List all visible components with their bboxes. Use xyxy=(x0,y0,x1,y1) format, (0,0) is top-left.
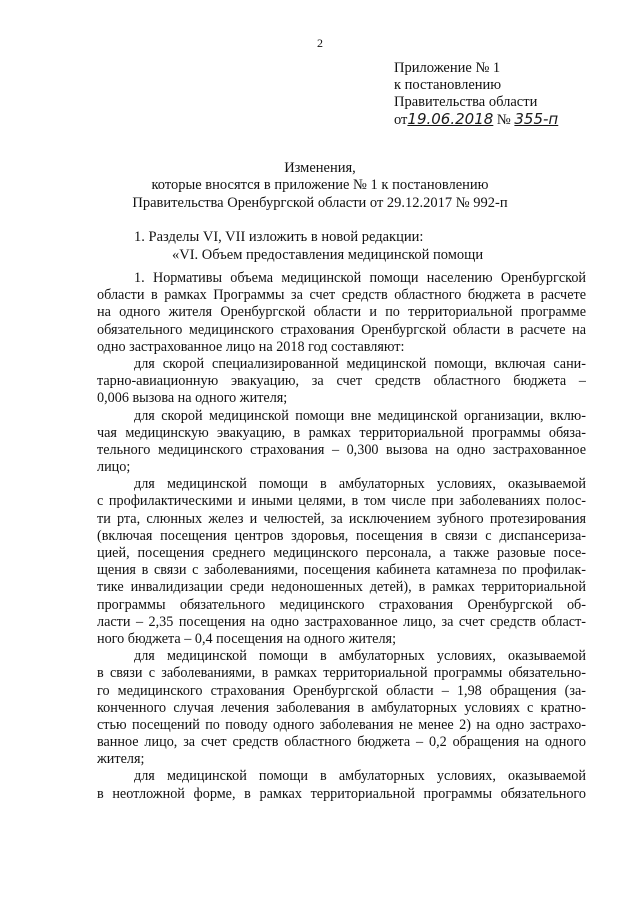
body-line: одно застрахованное лицо на 2018 год составляют: xyxy=(97,338,405,355)
body-line: для медицинской помощи в амбулаторных условиях, оказываемой xyxy=(134,768,586,785)
section-title: «VI. Объем предоставления медицинской помощи xyxy=(172,247,484,263)
body-line: для медицинской помощи в амбулаторных условиях, оказываемой xyxy=(134,648,586,665)
appendix-line-2: к постановлению xyxy=(394,77,502,93)
body-line: в связи с заболеваниями, в рамках территориальной программы обязательно- xyxy=(97,665,586,682)
body-line: 1. Нормативы объема медицинской помощи населению Оренбургской xyxy=(134,270,586,286)
body-line: на одного жителя Оренбургской области и по территориальной программе xyxy=(97,304,586,321)
body-line: лицо; xyxy=(97,459,131,476)
heading-line-2: которые вносятся в приложение № 1 к постановлению xyxy=(151,177,489,194)
body-line: конченного случая лечения заболевания в амбулаторных условиях с кратно- xyxy=(97,699,586,716)
number-prefix: № xyxy=(496,112,511,128)
body-line: го медицинского страхования Оренбургской области – 1,98 обращения (за- xyxy=(97,682,586,699)
document-heading xyxy=(0,160,640,212)
appendix-line-3: Правительства области xyxy=(394,94,538,110)
appendix-date-line xyxy=(394,111,558,129)
body-line: тельного медицинского страхования – 0,300 вызова на одно застрахованное xyxy=(97,441,586,458)
appendix-block xyxy=(394,60,558,129)
body-line: для медицинской помощи в амбулаторных условиях, оказываемой xyxy=(134,476,586,493)
body-line: (включая посещения центров здоровья, посещения в связи с диспансериза- xyxy=(97,527,586,544)
body-line: тарно-авиационную эвакуацию, за счет средств областного бюджета – xyxy=(97,373,586,390)
handwritten-date: 19.06.2018 xyxy=(407,110,494,128)
body-line: стью посещений по поводу одного заболевания не менее 2) на одно застрахо- xyxy=(97,716,586,733)
body-line: для скорой медицинской помощи вне медицинской организации, вклю- xyxy=(134,407,586,424)
body-line: области в рамках Программы за счет средств областного бюджета в расчете xyxy=(97,287,586,304)
heading-line-3: Правительства Оренбургской области от 29.12.2017 № 992-п xyxy=(132,194,508,211)
body-line: программы обязательного медицинского страхования Оренбургской об- xyxy=(97,596,586,613)
body-line: ласти – 2,35 посещения на одно застрахованное лицо, за счет средств област- xyxy=(97,613,586,630)
body-line: с профилактическими и иными целями, в том числе при заболеваниях полос- xyxy=(97,493,586,510)
date-prefix: от xyxy=(394,112,408,128)
body-line: чая медицинскую эвакуацию, в рамках территориальной программы обяза- xyxy=(97,424,586,441)
body-line: тике инвалидизации среди недоношенных детей), в рамках территориальной xyxy=(97,579,586,596)
appendix-line-1: Приложение № 1 xyxy=(394,60,501,76)
section-intro: 1. Разделы VI, VII изложить в новой редакции: xyxy=(134,229,424,245)
body-line: щения в связи с заболеваниями, посещения кабинета катамнеза по профилак- xyxy=(97,562,586,579)
body-line: 0,006 вызова на одного жителя; xyxy=(97,390,288,407)
body-line: жителя; xyxy=(97,751,145,768)
page-number: 2 xyxy=(317,36,323,50)
body-line: ти рта, слюнных желез и челюстей, за исключением зубного протезирования xyxy=(97,510,586,527)
body-line: ванное лицо, за счет средств областного бюджета – 0,2 обращения на одного xyxy=(97,734,586,751)
body-line: обязательного медицинского страхования Оренбургской области в расчете на xyxy=(97,321,586,338)
body-line: для скорой специализированной медицинской помощи, включая сани- xyxy=(134,355,586,372)
handwritten-number: 355-п xyxy=(514,110,559,128)
heading-line-1: Изменения, xyxy=(284,160,356,176)
body-line: ного бюджета – 0,4 посещения на одного жителя; xyxy=(97,630,397,647)
document-body xyxy=(97,270,586,803)
body-line: цией, посещения среднего медицинского персонала, а также разовые посе- xyxy=(97,545,586,561)
body-line: в неотложной форме, в рамках территориальной программы обязательного xyxy=(97,785,586,802)
